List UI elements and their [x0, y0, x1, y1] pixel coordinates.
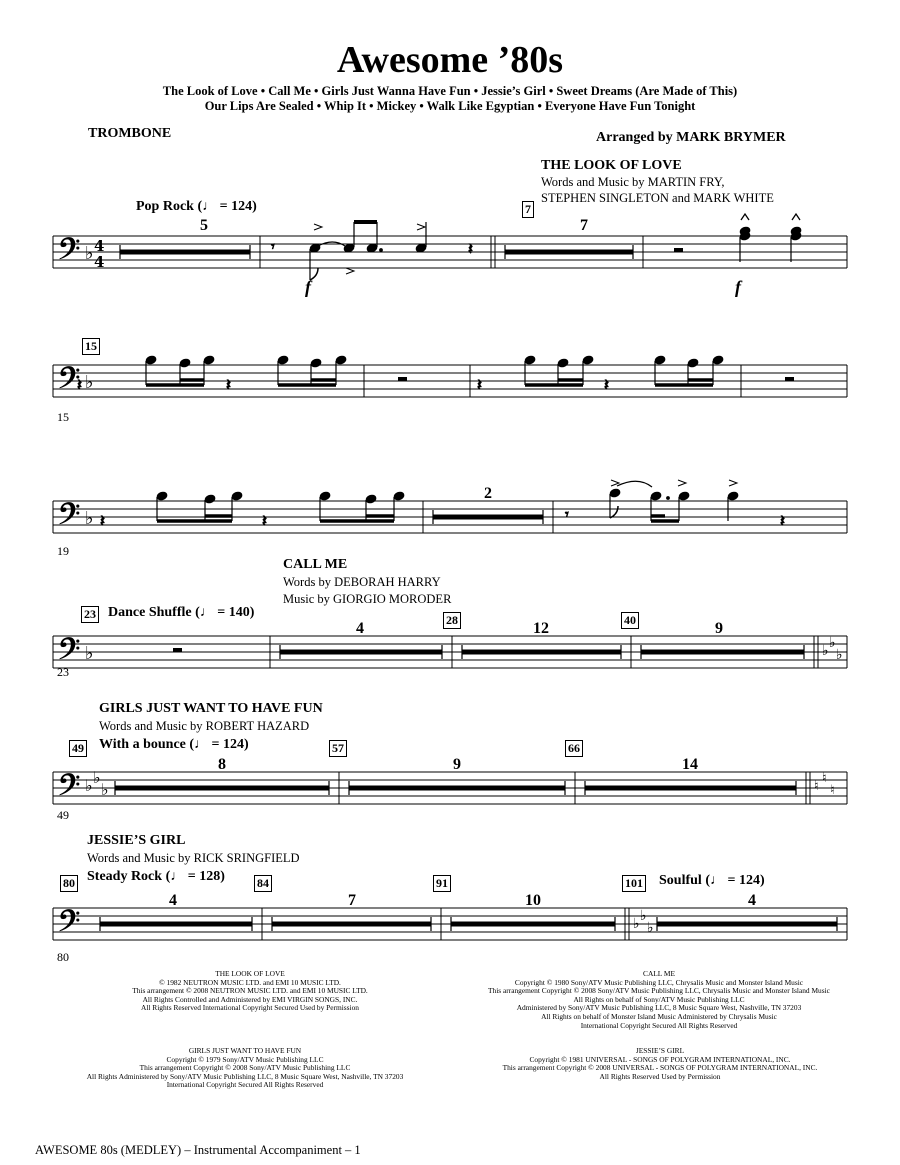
song-list-line-2: Our Lips Are Sealed • Whip It • Mickey • Walk Like Egyptian • Everyone Have Fun Tonight [204, 99, 696, 113]
rehearsal-mark: 28 [443, 612, 461, 629]
half-rest [785, 377, 794, 381]
bass-clef-icon [60, 502, 80, 524]
bass-clef-icon [60, 637, 80, 659]
credit-look-of-love-2: STEPHEN SINGLETON and MARK WHITE [541, 191, 774, 205]
time-signature-bottom: 4 [94, 253, 105, 271]
credit-look-of-love-1: Words and Music by MARTIN FRY, [541, 175, 725, 189]
measure-number: 49 [57, 808, 69, 822]
rehearsal-mark: 80 [60, 875, 78, 892]
instrument-name: TROMBONE [88, 126, 172, 141]
rehearsal-mark: 57 [329, 740, 347, 757]
song-title-girls: GIRLS JUST WANT TO HAVE FUN [99, 701, 323, 716]
quarter-note-icon: ♩ [199, 605, 214, 620]
natural-icon: ♮ [830, 783, 835, 798]
song-title-look-of-love: THE LOOK OF LOVE [541, 158, 682, 173]
credit-call-me-1: Words by DEBORAH HARRY [283, 575, 441, 589]
natural-icon: ♮ [822, 771, 827, 786]
multirest-count: 9 [715, 620, 723, 637]
copyright-jessie: JESSIE’S GIRL Copyright © 1981 UNIVERSAL - SONGS OF POLYGRAM INTERNATIONAL, INC. This arrangement Copyright © 2008 UNIVERSAL - SONGS OF POLYGRAM INTERNATIONAL, INC. All Rights Reserved Used by Permission [502, 1046, 818, 1081]
song-list-line-1: The Look of Love • Call Me • Girls Just Wanna Have Fun • Jessie’s Girl • Sweet Dreams (Are Made of This) [162, 84, 738, 98]
flat-icon: ♭ [85, 643, 94, 664]
multirest-count: 14 [682, 756, 698, 773]
measure-number: 19 [57, 544, 69, 558]
quarter-rest: 𝄽 [604, 375, 609, 394]
measure-number: 80 [57, 950, 69, 964]
eighth-rest: 𝄾 [565, 507, 569, 523]
multirest-count: 4 [356, 620, 364, 637]
multirest-count: 10 [525, 892, 541, 909]
rehearsal-mark: 7 [522, 201, 534, 218]
dynamic-forte: f [735, 277, 741, 297]
notes-system-1 [271, 214, 802, 280]
quarter-rest: 𝄽 [468, 239, 473, 258]
rehearsal-mark: 66 [565, 740, 583, 757]
natural-icon: ♮ [814, 779, 819, 794]
flat-icon: ♭ [85, 243, 94, 264]
bass-clef-icon [60, 909, 80, 931]
flat-icon: ♭ [85, 372, 94, 393]
copyright-girls: GIRLS JUST WANT TO HAVE FUN Copyright © 1979 Sony/ATV Music Publishing LLC This arrangement Copyright © 2008 Sony/ATV Music Publishing LLC All Rights Administered by Sony/ATV Music Publishing LLC, 8 Music Square West, Nashville, TN 37203 International Copyright Secured All Rights Reserved [86, 1046, 404, 1090]
quarter-note-icon: ♩ [170, 869, 185, 884]
rehearsal-mark: 84 [254, 875, 272, 892]
multirest-count: 7 [348, 892, 356, 909]
multirest-count: 4 [748, 892, 756, 909]
half-rest [173, 648, 182, 652]
multirest-count: 2 [484, 485, 492, 502]
quarter-rest: 𝄽 [100, 511, 105, 530]
rehearsal-mark: 23 [81, 606, 99, 623]
time-signature-top: 4 [94, 237, 105, 255]
copyright-look-of-love: THE LOOK OF LOVE © 1982 NEUTRON MUSIC LTD. and EMI 10 MUSIC LTD. This arrangement © 2008 NEUTRON MUSIC LTD. and EMI 10 MUSIC LTD. All Rights Controlled and Administered by EMI VIRGIN SONGS, INC. All Rights Reserved International Copyright Secured Used by Permission [132, 969, 368, 1013]
rehearsal-mark: 91 [433, 875, 451, 892]
multirest-count: 5 [200, 217, 208, 234]
flat-icon: ♭ [633, 916, 640, 932]
song-title-call-me: CALL ME [283, 557, 348, 572]
credit-call-me-2: Music by GIORGIO MORODER [283, 592, 452, 606]
flat-icon: ♭ [647, 920, 654, 936]
arranger-credit: Arranged by MARK BRYMER [596, 130, 786, 145]
bass-clef-icon [60, 237, 80, 259]
tempo-dance-shuffle: Dance Shuffle (♩ = 140) [108, 605, 255, 620]
flat-icon: ♭ [640, 908, 647, 924]
tempo-pop-rock: Pop Rock (♩ = 124) [136, 199, 257, 214]
rehearsal-mark: 15 [82, 338, 100, 355]
quarter-rest: 𝄽 [780, 511, 785, 530]
flat-icon: ♭ [93, 768, 101, 787]
quarter-rest: 𝄽 [226, 375, 231, 394]
copyright-call-me: CALL ME Copyright © 1980 Sony/ATV Music Publishing LLC, Chrysalis Music and Monster Island Music This arrangement Copyright © 2008 Sony/ATV Music Publishing LLC, Chrysalis Music and Monster Island Music All Rights on behalf of Sony/ATV Music Publishing LLC Administered by Sony/ATV Music Publishing LLC, 8 Music Square West, Nashville, TN 37203 All Rights on behalf of Monster Island Music Administered by Chrysalis Music International Copyright Secured All Rights Reserved [488, 969, 830, 1030]
eighth-rest: 𝄾 [271, 239, 275, 255]
song-title-jessie: JESSIE’S GIRL [87, 833, 186, 848]
multirest-count: 4 [169, 892, 177, 909]
bass-clef-icon [60, 773, 80, 795]
half-rest [398, 377, 407, 381]
multirest-count: 8 [218, 756, 226, 773]
rehearsal-mark: 101 [622, 875, 646, 892]
quarter-rest: 𝄽 [477, 375, 482, 394]
flat-icon: ♭ [836, 647, 843, 663]
page-footer: AWESOME 80s (MEDLEY) – Instrumental Accompaniment – 1 [35, 1143, 361, 1157]
flat-icon: ♭ [822, 643, 829, 659]
flat-icon: ♭ [101, 780, 109, 799]
tempo-steady-rock: Steady Rock (♩ = 128) [87, 869, 225, 884]
measure-number: 15 [57, 410, 69, 424]
tempo-with-bounce: With a bounce (♩ = 124) [99, 737, 249, 752]
rehearsal-mark: 40 [621, 612, 639, 629]
flat-icon: ♭ [85, 508, 94, 529]
staff-system-2 [53, 365, 847, 397]
quarter-rest: 𝄽 [262, 511, 267, 530]
notes-system-3 [100, 480, 785, 530]
quarter-note-icon: ♩ [194, 737, 209, 752]
dynamic-forte: f [305, 277, 311, 297]
flat-icon: ♭ [85, 776, 93, 795]
measure-number: 23 [57, 665, 69, 679]
page-title: Awesome ’80s [336, 39, 564, 81]
half-rest [674, 248, 683, 252]
multirest-count: 9 [453, 756, 461, 773]
rehearsal-mark: 49 [69, 740, 87, 757]
tempo-soulful: Soulful (♩ = 124) [659, 873, 765, 888]
quarter-note-icon: ♩ [709, 873, 724, 888]
multirest-count: 12 [533, 620, 549, 637]
quarter-note-icon: ♩ [202, 199, 217, 214]
notes-system-2 [77, 355, 724, 394]
credit-jessie-1: Words and Music by RICK SRINGFIELD [87, 851, 300, 865]
flat-icon: ♭ [829, 635, 836, 651]
credit-girls-1: Words and Music by ROBERT HAZARD [99, 719, 310, 733]
quarter-rest: 𝄽 [77, 375, 82, 394]
multirest-count: 7 [580, 217, 588, 234]
